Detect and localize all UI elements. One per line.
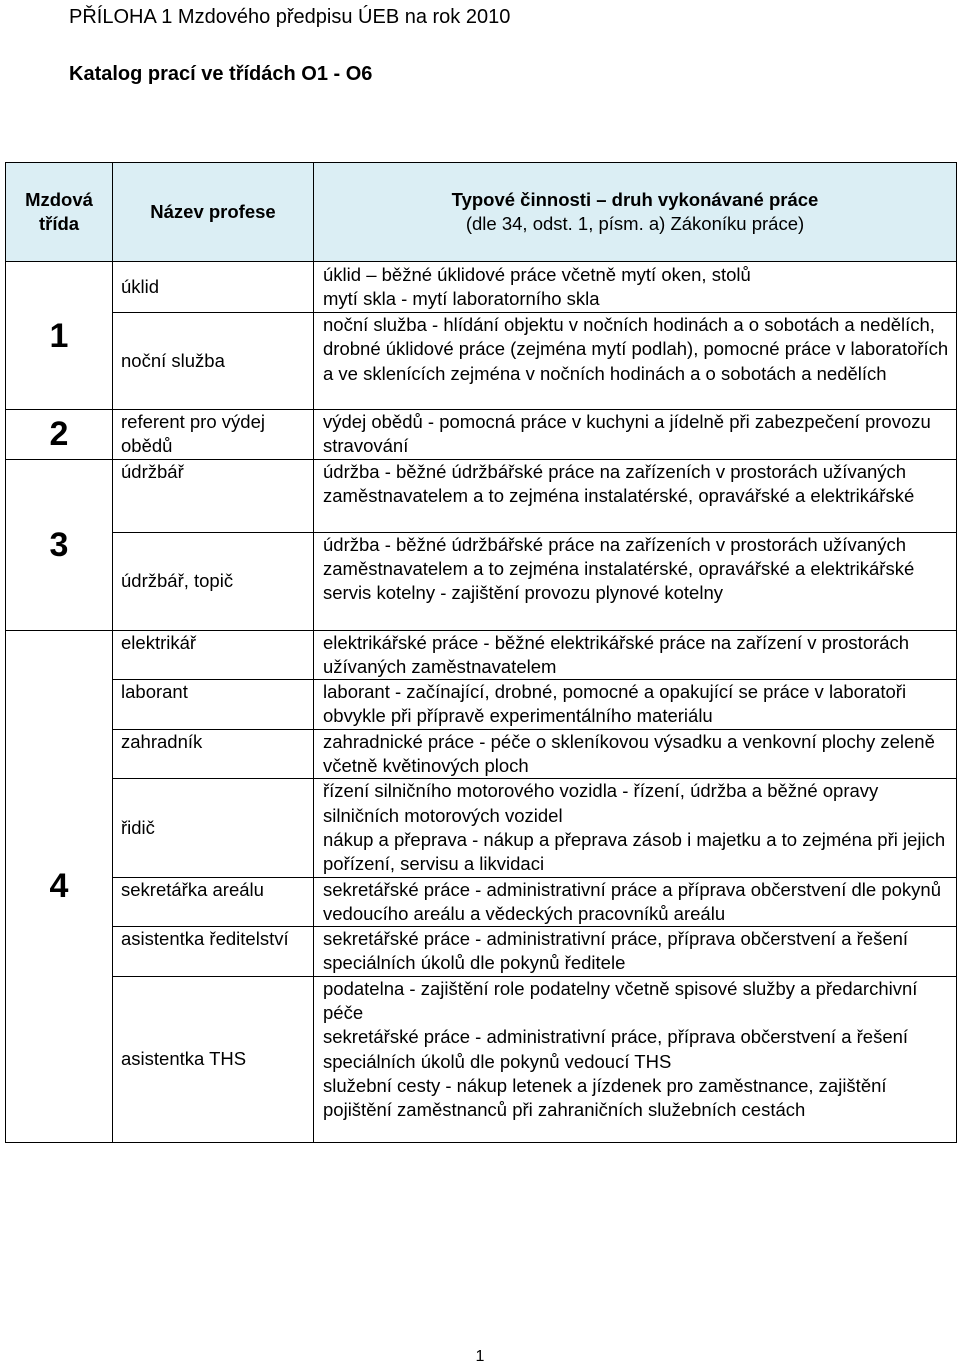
activity-item: řízení silničního motorového vozidla - řízení, údržba a běžné opravy silničních motorových vozidel [323,780,879,826]
header-activities-title: Typové činnosti – druh vykonávané práce [451,188,819,210]
wage-class-cell: 2 [6,410,113,460]
activity-cell [314,262,957,313]
wage-class-cell: 1 [6,262,113,410]
activity-item: údržba - běžné údržbářské práce na zařízeních v prostorách užívaných zaměstnavatelem a to zejména instalatérské, opravářské a elektrikářské [323,533,915,579]
table-row [6,262,957,313]
activity-cell [314,779,957,877]
activity-cell [314,877,957,927]
profession-cell: asistentka THS [113,976,314,1142]
activity-cell [314,729,957,779]
activity-item: úklid – běžné úklidové práce včetně mytí oken, stolů [323,264,751,285]
header-profession: Název profese [113,163,314,262]
header-activities [314,163,957,262]
activity-item: podatelna - zajištění role podatelny včetně spisové služby a předarchivní péče [323,977,918,1024]
activity-cell [314,976,957,1142]
profession-cell: referent pro výdej obědů [113,410,314,460]
profession-cell: údržbář [113,459,314,532]
table-row [6,779,957,877]
activity-item: zahradnické práce - péče o skleníkovou výsadku a venkovní plochy zeleně včetně květinových ploch [323,730,935,777]
activity-item: sekretářské práce - administrativní práce, příprava občerstvení a řešení speciálních úkolů dle pokynů vedoucí THS [323,1026,909,1072]
activity-item: sekretářské práce - administrativní práce a příprava občerstvení dle pokynů vedoucího areálu a vědeckých pracovníků areálu [323,878,941,924]
header-wage-class-line2: třída [38,213,80,234]
activity-cell [314,459,957,532]
table-row [6,532,957,630]
table-row [6,680,957,730]
activity-cell [314,927,957,977]
profession-cell: asistentka ředitelství [113,927,314,977]
profession-cell: údržbář, topič [113,532,314,630]
table-row [6,877,957,927]
profession-cell: elektrikář [113,630,314,680]
wage-class-cell: 3 [6,459,113,630]
page-number: 1 [475,1348,485,1365]
profession-cell: sekretářka areálu [113,877,314,927]
activity-cell [314,532,957,630]
document-title: PŘÍLOHA 1 Mzdového předpisu ÚEB na rok 2010 [69,6,511,28]
activity-item: servis kotelny - zajištění provozu plynové kotelny [323,582,723,604]
activity-cell [314,680,957,730]
activity-item: služební cesty - nákup letenek a jízdenek pro zaměstnance, zajištění pojištění zaměstnanců při zahraničních služebních cestách [323,1074,887,1121]
activity-cell [314,630,957,680]
table-row [6,927,957,977]
document-subtitle: Katalog prací ve třídách O1 - O6 [69,63,373,85]
table-row [6,313,957,410]
activity-cell [314,410,957,460]
activity-item: výdej obědů - pomocná práce v kuchyni a jídelně při zabezpečení provozu stravování [323,411,931,457]
table-row [6,459,957,532]
activity-item: sekretářské práce - administrativní práce, příprava občerstvení a řešení speciálních úkolů dle pokynů ředitele [323,928,909,974]
profession-cell: noční služba [113,313,314,410]
activity-item: laborant - začínající, drobné, pomocné a opakující se práce v laboratoři obvykle při přípravě experimentálního materiálu [323,681,907,727]
header-activities-subtitle: (dle 34, odst. 1, písm. a) Zákoníku práce) [465,213,805,234]
activity-item: údržba - běžné údržbářské práce na zařízeních v prostorách užívaných zaměstnavatelem a to zejména instalatérské, opravářské a elektrikářské [323,460,915,506]
work-catalog-table [5,162,957,1143]
header-wage-class-line1: Mzdová [25,188,93,210]
activity-item: noční služba - hlídání objektu v nočních hodinách a o sobotách a nedělích, drobné úklidové práce (zejména mytí podlah), pomocné práce v laboratořích a ve sklenících zejména v nočních hodinách a o sobotách a nedělích [323,314,949,384]
table-header-row [6,163,957,262]
table-row [6,410,957,460]
profession-cell: laborant [113,680,314,730]
wage-class-cell: 4 [6,630,113,1142]
profession-cell: řidič [113,779,314,877]
table-row [6,630,957,680]
table-row [6,729,957,779]
activity-item: mytí skla - mytí laboratorního skla [323,288,600,310]
activity-item: nákup a přeprava - nákup a přeprava zásob i majetku a to zejména při jejich pořízení, servisu a likvidaci [323,828,946,875]
profession-cell: zahradník [113,729,314,779]
profession-cell: úklid [113,262,314,313]
activity-cell [314,313,957,410]
header-wage-class [6,163,113,262]
table-row [6,976,957,1142]
activity-item: elektrikářské práce - běžné elektrikářské práce na zařízení v prostorách užívaných zaměstnavatelem [323,631,910,677]
